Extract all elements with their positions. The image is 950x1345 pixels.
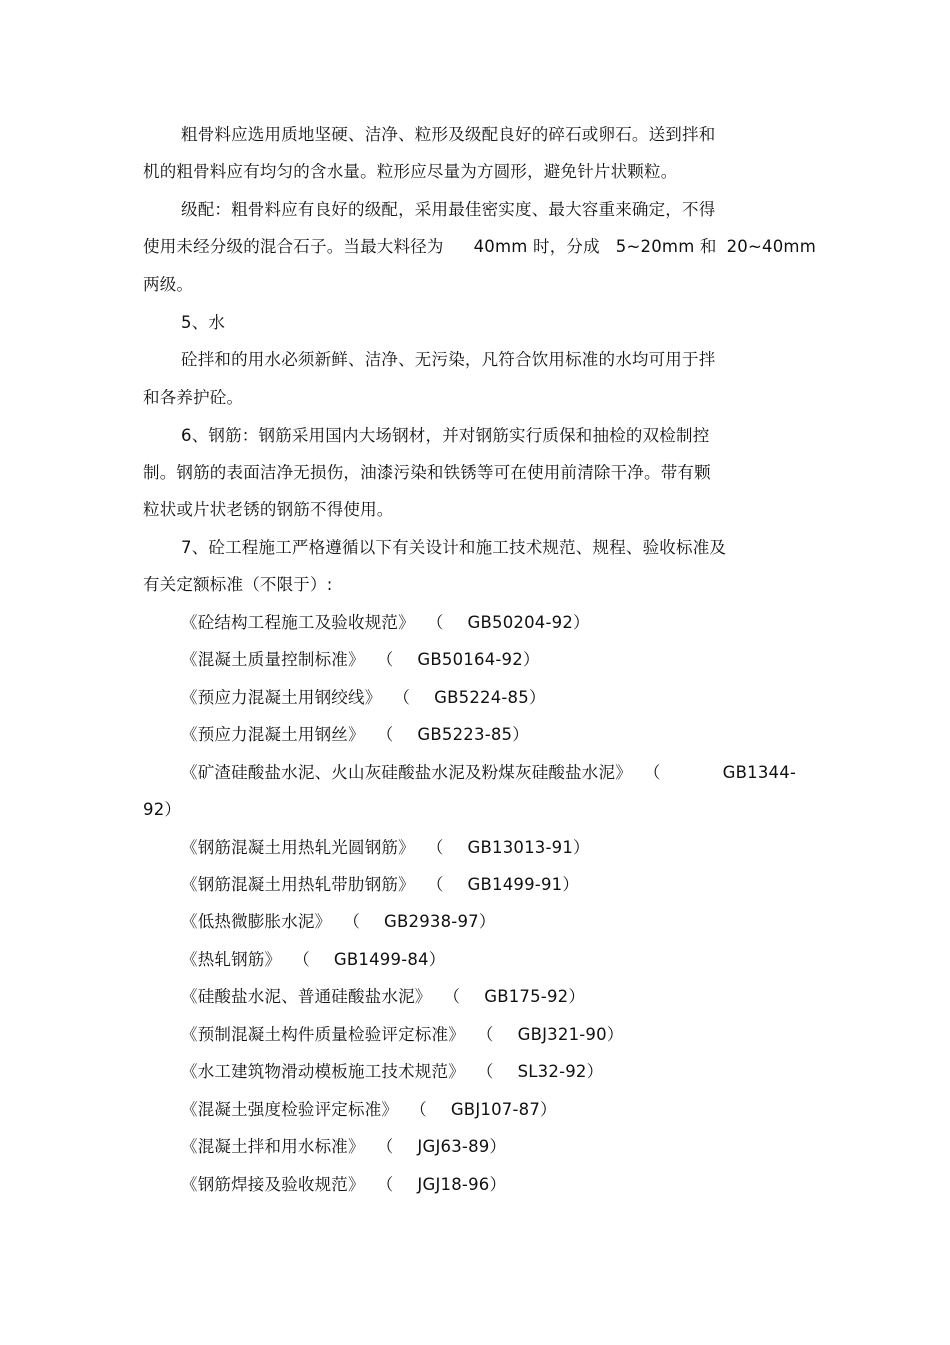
text: 6、钢筋：钢筋采用国内大场钢材，并对钢筋实行质保和抽检的双检制控	[181, 426, 710, 445]
text: 制。钢筋的表面洁净无损伤，油漆污染和铁锈等可在使用前清除干净。带有颗	[143, 463, 711, 482]
standard-title: 《钢筋混凝土用热轧带肋钢筋》	[181, 875, 415, 894]
standard-item	[181, 688, 546, 708]
standard-code: GBJ107-87）	[450, 1100, 557, 1119]
text: 使用未经分级的混合石子。当最大料径为	[143, 237, 444, 256]
standard-title: 《热轧钢筋》	[181, 950, 282, 969]
standard-item-continuation	[143, 800, 181, 820]
standard-code: GBJ321-90）	[517, 1025, 624, 1044]
text: 5~20mm 和	[615, 237, 717, 256]
section-heading	[181, 313, 225, 333]
paren: （	[393, 688, 411, 707]
standard-item	[181, 763, 796, 783]
paren: （	[443, 987, 461, 1006]
text: 粗骨料应选用质地坚硬、洁净、粒形及级配良好的碎石或卵石。送到拌和	[181, 125, 716, 144]
standard-item	[181, 838, 590, 858]
paren: （	[376, 650, 394, 669]
text: 40mm 时，分成	[473, 237, 600, 256]
paren: （	[343, 912, 361, 931]
standard-title: 《混凝土质量控制标准》	[181, 650, 365, 669]
text: 20~40mm	[726, 237, 816, 256]
text: 7、砼工程施工严格遵循以下有关设计和施工技术规范、规程、验收标准及	[181, 538, 727, 557]
standard-title: 《钢筋焊接及验收规范》	[181, 1175, 365, 1194]
standard-title: 《水工建筑物滑动模板施工技术规范》	[181, 1062, 465, 1081]
paragraph-line	[143, 388, 243, 408]
standard-title: 《钢筋混凝土用热轧光圆钢筋》	[181, 838, 415, 857]
standard-item	[181, 650, 540, 670]
standard-item	[181, 725, 529, 745]
paragraph-line	[143, 575, 332, 595]
paren: （	[293, 950, 310, 969]
paragraph-line	[181, 426, 709, 446]
paragraph-line	[181, 350, 715, 370]
paragraph-line	[143, 500, 394, 520]
paren: （	[376, 1175, 394, 1194]
standard-code: GB5224-85）	[434, 688, 546, 707]
paragraph-line	[143, 237, 816, 257]
text: 级配：粗骨料应有良好的级配，采用最佳密实度、最大容重来确定，不得	[181, 200, 716, 219]
paragraph-line	[181, 125, 715, 145]
paren: （	[410, 1100, 427, 1119]
standard-code: GB2938-97）	[384, 912, 496, 931]
standard-title: 《硅酸盐水泥、普通硅酸盐水泥》	[181, 987, 432, 1006]
standard-code: SL32-92）	[517, 1062, 604, 1081]
standard-item	[181, 1100, 557, 1120]
text: 有关定额标准（不限于）:	[143, 575, 333, 594]
paren: （	[426, 613, 444, 632]
text: 机的粗骨料应有均匀的含水量。粒形应尽量为方圆形，避免针片状颗粒。	[143, 162, 678, 181]
standard-item	[181, 613, 590, 633]
paren: （	[476, 1062, 494, 1081]
standard-code: JGJ63-89）	[417, 1137, 507, 1156]
text: 砼拌和的用水必须新鲜、洁净、无污染，凡符合饮用标准的水均可用于拌	[181, 350, 716, 369]
paren: （	[376, 1137, 394, 1156]
standard-title: 《低热微膨胀水泥》	[181, 912, 332, 931]
standard-code: GB1344-	[722, 763, 797, 782]
standard-item	[181, 1062, 603, 1082]
standard-item	[181, 1137, 506, 1157]
standard-code: GB50204-92）	[467, 613, 590, 632]
standard-code: JGJ18-96）	[417, 1175, 507, 1194]
paren: （	[643, 763, 661, 782]
paragraph-line	[181, 200, 715, 220]
text: 5、水	[181, 313, 226, 332]
standard-item	[181, 950, 445, 970]
paren: （	[426, 838, 444, 857]
text: 粒状或片状老锈的钢筋不得使用。	[143, 500, 394, 519]
standard-item	[181, 987, 585, 1007]
standard-item	[181, 875, 579, 895]
standard-code: 92）	[143, 800, 182, 819]
paragraph-line	[143, 162, 677, 182]
standard-title: 《混凝土强度检验评定标准》	[181, 1100, 399, 1119]
paren: （	[376, 725, 394, 744]
standard-title: 《砼结构工程施工及验收规范》	[181, 613, 415, 632]
standard-title: 《预制混凝土构件质量检验评定标准》	[181, 1025, 465, 1044]
paragraph-line	[181, 538, 726, 558]
paren: （	[426, 875, 444, 894]
text: 两级。	[143, 275, 194, 294]
standard-code: GB175-92）	[484, 987, 586, 1006]
standard-item	[181, 1175, 506, 1195]
standard-code: GB1499-91）	[467, 875, 580, 894]
standard-item	[181, 1025, 624, 1045]
text: 和各养护砼。	[143, 388, 244, 407]
paragraph-line	[143, 463, 711, 483]
paragraph-line	[143, 275, 193, 295]
standard-title: 《混凝土拌和用水标准》	[181, 1137, 365, 1156]
standard-code: GB1499-84）	[333, 950, 446, 969]
standard-title: 《矿渣硅酸盐水泥、火山灰硅酸盐水泥及粉煤灰硅酸盐水泥》	[181, 763, 632, 782]
paren: （	[476, 1025, 494, 1044]
standard-code: GB13013-91）	[467, 838, 590, 857]
standard-code: GB5223-85）	[417, 725, 529, 744]
standard-code: GB50164-92）	[417, 650, 540, 669]
standard-title: 《预应力混凝土用钢丝》	[181, 725, 365, 744]
standard-item	[181, 912, 496, 932]
standard-title: 《预应力混凝土用钢绞线》	[181, 688, 382, 707]
